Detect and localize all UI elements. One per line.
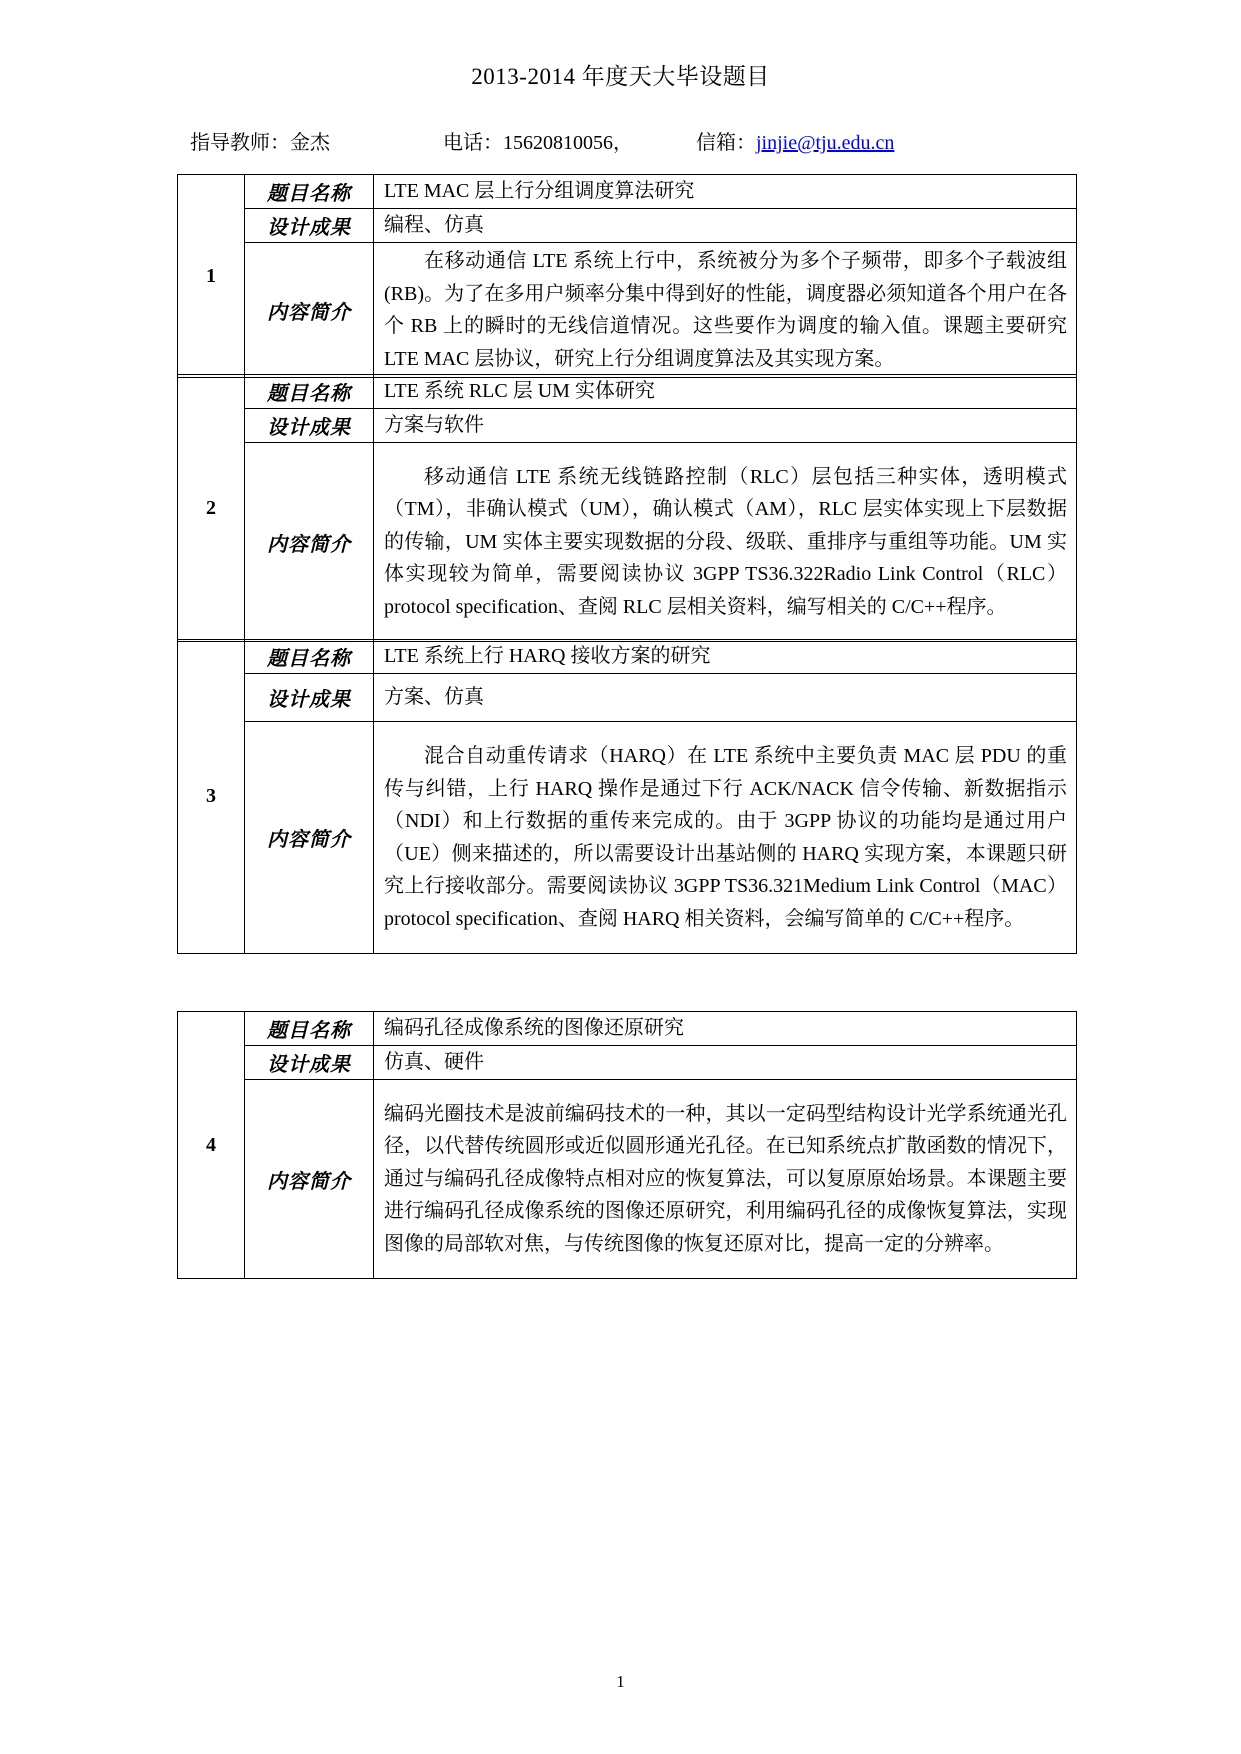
topic-result: 仿真、硬件 bbox=[374, 1046, 1077, 1080]
label-desc: 内容简介 bbox=[245, 722, 374, 954]
phone-number: 电话：15620810056， bbox=[443, 132, 633, 154]
topic-name: LTE 系统上行 HARQ 接收方案的研究 bbox=[374, 640, 1077, 674]
topic-table-3 bbox=[177, 639, 1077, 954]
label-result: 设计成果 bbox=[245, 409, 374, 443]
topic-table-4 bbox=[177, 1011, 1077, 1279]
page-number: 1 bbox=[616, 1672, 625, 1691]
label-result: 设计成果 bbox=[245, 674, 374, 722]
topic-desc-text: 在移动通信 LTE 系统上行中，系统被分为多个子频带，即多个子载波组(RB)。为了在多用户频率分集中得到好的性能，调度器必须知道各个用户在各个 RB 上的瞬时的无线信道情况。这些要作为调度的输入值。课题主要研究 LTE MAC 层协议，研究上行分组调度算法及其实现方案。 bbox=[384, 250, 1067, 370]
topic-desc bbox=[374, 443, 1077, 642]
label-name: 题目名称 bbox=[245, 375, 374, 409]
topic-desc-text: 编码光圈技术是波前编码技术的一种，其以一定码型结构设计光学系统通光孔径，以代替传统圆形或近似圆形通光孔径。在已知系统点扩散函数的情况下，通过与编码孔径成像特点相对应的恢复算法，可以复原原始场景。本课题主要进行编码孔径成像系统的图像还原研究，利用编码孔径的成像恢复算法，实现图像的局部软对焦，与传统图像的恢复还原对比，提高一定的分辨率。 bbox=[384, 1102, 1067, 1255]
topic-result: 方案、仿真 bbox=[374, 674, 1077, 722]
topic-number: 4 bbox=[178, 1012, 245, 1279]
topic-name: 编码孔径成像系统的图像还原研究 bbox=[374, 1012, 1077, 1046]
topic-desc bbox=[374, 722, 1077, 954]
topic-number: 1 bbox=[178, 175, 245, 378]
topic-table-2 bbox=[177, 374, 1077, 642]
topic-name: LTE 系统 RLC 层 UM 实体研究 bbox=[374, 375, 1077, 409]
label-name: 题目名称 bbox=[245, 1012, 374, 1046]
advisor-name: 指导教师：金杰 bbox=[190, 132, 330, 154]
topic-result: 编程、仿真 bbox=[374, 209, 1077, 243]
label-result: 设计成果 bbox=[245, 1046, 374, 1080]
topic-number: 2 bbox=[178, 375, 245, 642]
email-block bbox=[696, 126, 894, 155]
email-label: 信箱： bbox=[696, 132, 756, 154]
label-result: 设计成果 bbox=[245, 209, 374, 243]
page-title: 2013-2014 年度天大毕设题目 bbox=[471, 64, 770, 89]
topic-name: LTE MAC 层上行分组调度算法研究 bbox=[374, 175, 1077, 209]
topic-desc bbox=[374, 1080, 1077, 1279]
topic-table-1 bbox=[177, 174, 1077, 378]
topic-desc-text: 混合自动重传请求（HARQ）在 LTE 系统中主要负责 MAC 层 PDU 的重传与纠错，上行 HARQ 操作是通过下行 ACK/NACK 信令传输、新数据指示（NDI）和上行数据的重传来完成的。由于 3GPP 协议的功能均是通过用户（UE）侧来描述的，所以需要设计出基站侧的 HARQ 实现方案，本课题只研究上行接收部分。需要阅读协议 3GPP TS36.321Medium Link Control（MAC） protocol specification、查阅 HARQ 相关资料，会编写简单的 C/C++程序。 bbox=[384, 745, 1067, 930]
topic-desc bbox=[374, 243, 1077, 378]
label-desc: 内容简介 bbox=[245, 243, 374, 378]
topic-desc-text: 移动通信 LTE 系统无线链路控制（RLC）层包括三种实体，透明模式（TM），非确认模式（UM），确认模式（AM），RLC 层实体实现上下层数据的传输，UM 实体主要实现数据的分段、级联、重排序与重组等功能。UM 实体实现较为简单，需要阅读协议 3GPP TS36.322Radio Link Control（RLC） protocol specification、查阅 RLC 层相关资料，编写相关的 C/C++程序。 bbox=[384, 465, 1067, 618]
label-name: 题目名称 bbox=[245, 640, 374, 674]
topic-number: 3 bbox=[178, 640, 245, 954]
label-desc: 内容简介 bbox=[245, 1080, 374, 1279]
label-name: 题目名称 bbox=[245, 175, 374, 209]
label-desc: 内容简介 bbox=[245, 443, 374, 642]
topic-result: 方案与软件 bbox=[374, 409, 1077, 443]
email-link[interactable]: jinjie@tju.edu.cn bbox=[756, 132, 895, 154]
